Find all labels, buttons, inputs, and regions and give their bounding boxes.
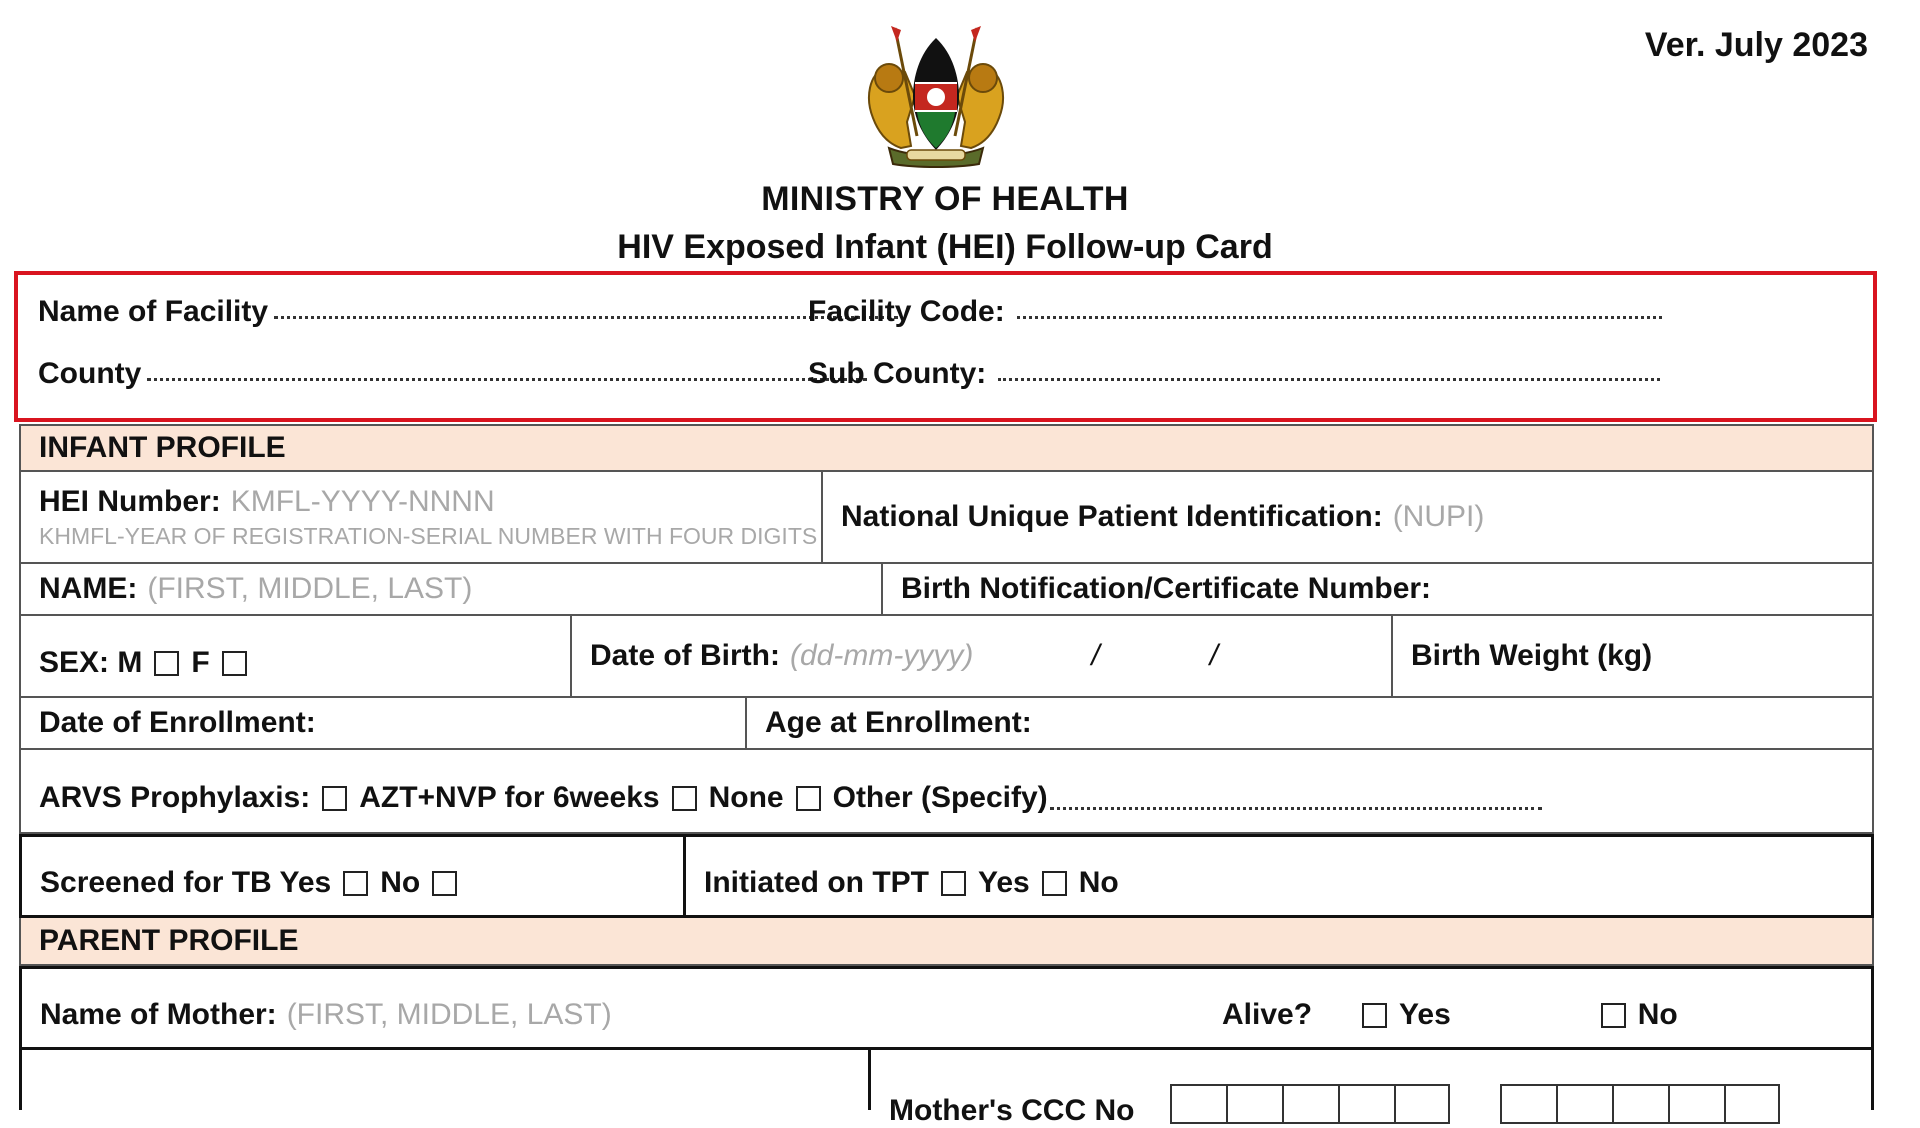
hei-number-format-note: KHMFL-YEAR OF REGISTRATION-SERIAL NUMBER WITH FOUR DIGITS [39,522,818,549]
dob-separator: / [1091,639,1100,672]
sex-f-label: F [191,646,210,679]
coat-of-arms-icon [855,26,1017,168]
enrollment-age-cell[interactable] [745,698,1872,748]
tpt-no-label: No [1078,866,1119,899]
hei-form [19,424,1874,1127]
infant-name-hint: (FIRST, MIDDLE, LAST) [147,572,473,605]
mother-ccc-boxes-2[interactable] [1500,1084,1780,1124]
facility-code-label: Facility Code: [808,295,1005,328]
ccc-digit-box[interactable] [1724,1084,1780,1124]
ministry-title: MINISTRY OF HEALTH [761,180,1129,218]
version-label: Ver. July 2023 [1644,26,1868,64]
nupi-hint: (NUPI) [1392,500,1485,533]
facility-name-label: Name of Facility [38,295,269,328]
mother-ccc-boxes-1[interactable] [1170,1084,1450,1124]
tb-yes-checkbox[interactable] [343,871,368,896]
ccc-digit-box[interactable] [1226,1084,1282,1124]
tpt-yes-label: Yes [978,866,1030,899]
sex-m-checkbox[interactable] [154,651,179,676]
arvs-label: ARVS Prophylaxis: [39,781,311,814]
ccc-digit-box[interactable] [1612,1084,1668,1124]
alive-no-label: No [1637,998,1678,1031]
arvs-prophylaxis-cell [21,750,1872,832]
enrollment-date-label: Date of Enrollment: [39,706,316,739]
tpt-no-checkbox[interactable] [1042,871,1067,896]
tpt-yes-checkbox[interactable] [941,871,966,896]
hei-number-cell[interactable] [21,472,821,562]
alive-label: Alive? [1222,998,1313,1031]
ccc-digit-box[interactable] [1394,1084,1450,1124]
arvs-other-checkbox[interactable] [796,786,821,811]
enrollment-age-label: Age at Enrollment: [765,706,1032,739]
parent-profile-heading: PARENT PROFILE [19,918,1874,966]
subcounty-field[interactable] [808,357,1660,391]
mother-name-hint: (FIRST, MIDDLE, LAST) [286,998,612,1031]
facility-name-field[interactable] [38,295,898,329]
date-of-birth-cell[interactable] [570,616,1391,696]
alive-no-checkbox[interactable] [1601,1003,1626,1028]
hei-number-label: HEI Number: [39,484,221,518]
arvs-other-label: Other (Specify) [832,781,1048,814]
sex-label: SEX: M [39,646,143,679]
infant-name-cell[interactable] [21,564,881,614]
birth-certificate-cell[interactable] [881,564,1872,614]
dob-hint: (dd-mm-yyyy) [790,639,974,672]
county-field[interactable] [38,357,867,391]
sex-f-checkbox[interactable] [222,651,247,676]
mother-ccc-cell[interactable] [868,1050,1871,1127]
county-label: County [38,357,142,390]
facility-name-line[interactable] [274,316,898,319]
hei-number-hint: KMFL-YYYY-NNNN [230,484,495,518]
nupi-cell[interactable] [821,472,1872,562]
tpt-label: Initiated on TPT [704,866,929,899]
arvs-none-checkbox[interactable] [672,786,697,811]
ccc-digit-box[interactable] [1338,1084,1394,1124]
ccc-digit-box[interactable] [1668,1084,1724,1124]
arvs-azt-nvp-label: AZT+NVP for 6weeks [359,781,660,814]
facility-code-line[interactable] [1017,316,1662,319]
tb-no-label: No [380,866,421,899]
infant-name-label: NAME: [39,572,138,605]
birth-weight-cell[interactable] [1391,616,1872,696]
arvs-azt-nvp-checkbox[interactable] [322,786,347,811]
mother-alive-cell [1222,969,1871,1047]
subcounty-line[interactable] [998,378,1660,381]
alive-yes-label: Yes [1399,998,1451,1031]
arvs-other-specify-line[interactable] [1050,807,1542,810]
ccc-digit-box[interactable] [1282,1084,1338,1124]
facility-code-field[interactable] [808,295,1662,329]
sex-cell [21,616,570,696]
mother-details-cell[interactable] [22,1050,868,1110]
subcounty-label: Sub County: [808,357,987,390]
birth-weight-label: Birth Weight (kg) [1411,639,1653,672]
ccc-digit-box[interactable] [1500,1084,1556,1124]
county-line[interactable] [147,378,867,381]
birth-certificate-label: Birth Notification/Certificate Number: [901,572,1432,605]
mother-name-cell[interactable] [22,969,1222,1047]
enrollment-date-cell[interactable] [21,698,745,748]
tb-screening-label: Screened for TB Yes [40,866,332,899]
nupi-label: National Unique Patient Identification: [841,500,1383,533]
dob-separator: / [1209,639,1218,672]
infant-profile-heading: INFANT PROFILE [19,424,1874,472]
mother-name-label: Name of Mother: [40,998,277,1031]
tpt-cell [683,837,1871,915]
ccc-digit-box[interactable] [1170,1084,1226,1124]
card-title: HIV Exposed Infant (HEI) Follow-up Card [617,228,1273,266]
arvs-none-label: None [708,781,784,814]
tb-screening-cell [22,837,683,915]
tb-no-checkbox[interactable] [432,871,457,896]
mother-ccc-label: Mother's CCC No [889,1094,1135,1127]
ccc-digit-box[interactable] [1556,1084,1612,1124]
dob-label: Date of Birth: [590,639,780,672]
alive-yes-checkbox[interactable] [1362,1003,1387,1028]
facility-section [14,271,1877,422]
